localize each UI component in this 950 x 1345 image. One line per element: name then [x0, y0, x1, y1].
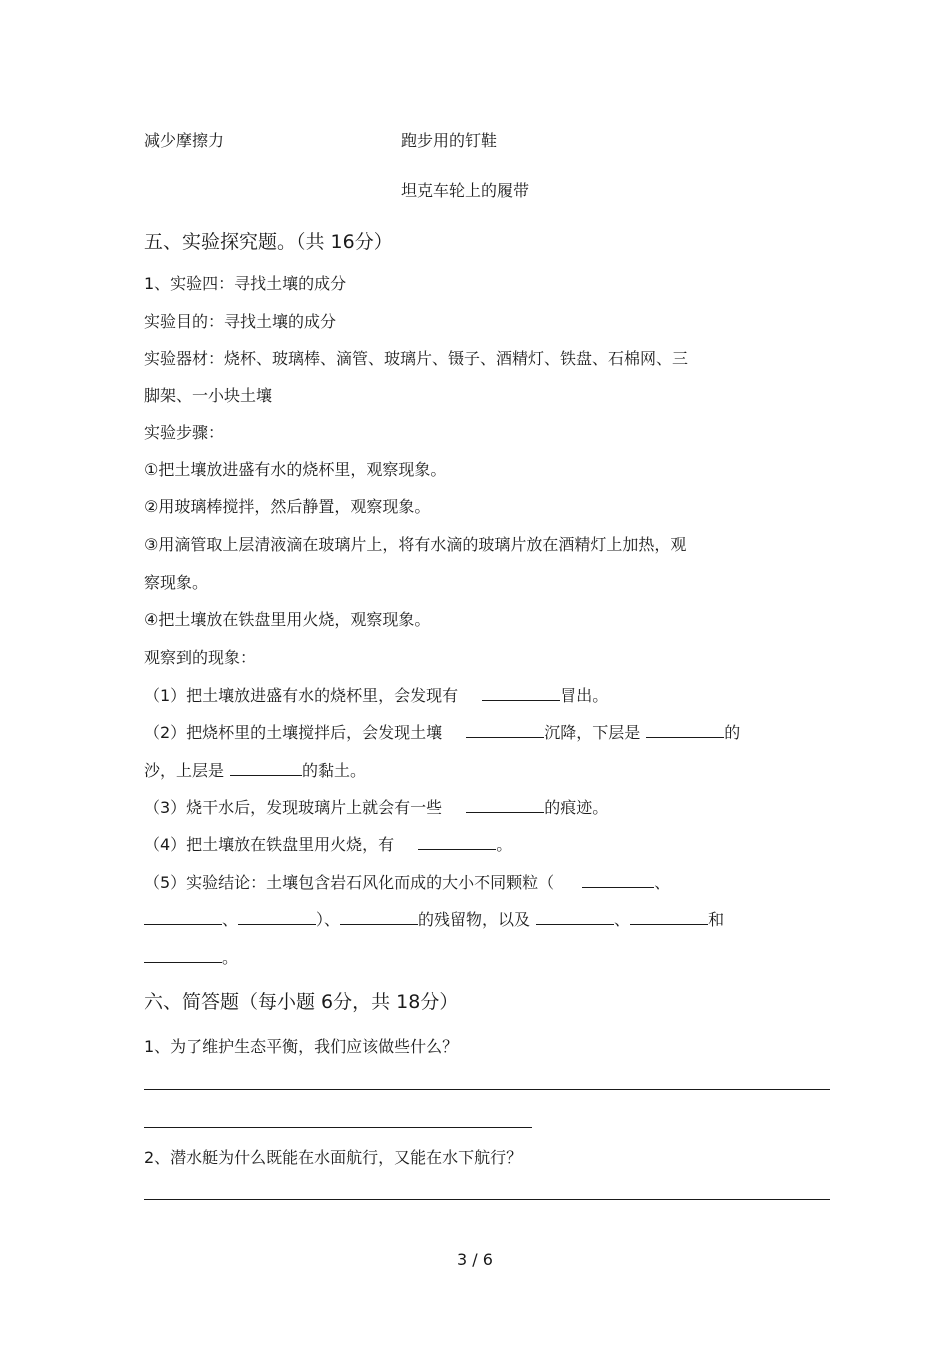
answer-blank[interactable] — [144, 909, 222, 925]
experiment-equipment-line1: 实验器材：烧杯、玻璃棒、滴管、玻璃片、镊子、酒精灯、铁盘、石棉网、三 — [144, 349, 689, 368]
observation-4-text: （4）把土壤放在铁盘里用火烧，有 — [144, 835, 395, 854]
match-right-item-1: 跑步用的钉鞋 — [401, 131, 498, 150]
answer-blank[interactable] — [238, 909, 316, 925]
observation-4-tail: 。 — [496, 835, 513, 854]
experiment-equipment-line2: 脚架、一小块土壤 — [144, 386, 273, 405]
answer-blank[interactable] — [340, 909, 418, 925]
observation-5-sep-2: 、 — [222, 910, 239, 929]
observation-3-tail: 的痕迹。 — [544, 798, 609, 817]
answer-blank[interactable] — [466, 797, 544, 813]
page-number: 3 / 6 — [457, 1250, 493, 1269]
answer-line[interactable] — [144, 1199, 830, 1200]
section6-title: 六、简答题（每小题 6分，共 18分） — [144, 991, 459, 1013]
observation-4 — [144, 834, 512, 856]
observation-2-cont-tail: 的黏土。 — [302, 761, 367, 780]
answer-blank[interactable] — [230, 760, 302, 776]
observation-2-cont — [144, 760, 366, 782]
match-right-item-2: 坦克车轮上的履带 — [401, 181, 530, 200]
observation-5-cont — [144, 909, 724, 931]
answer-blank[interactable] — [418, 834, 496, 850]
observation-5-end — [144, 947, 238, 969]
short-answer-question-2: 2、潜水艇为什么既能在水面航行，又能在水下航行？ — [144, 1148, 523, 1167]
observation-5 — [144, 872, 670, 894]
observation-1 — [144, 685, 608, 707]
observation-5-text: （5）实验结论：土壤包含岩石风化而成的大小不同颗粒（ — [144, 873, 555, 892]
observation-3-text: （3）烧干水后，发现玻璃片上就会有一些 — [144, 798, 443, 817]
observation-5-residue: 的残留物，以及 — [418, 910, 531, 929]
answer-blank[interactable] — [630, 909, 708, 925]
step-3-line2: 察现象。 — [144, 573, 209, 592]
short-answer-question-1: 1、为了维护生态平衡，我们应该做些什么？ — [144, 1037, 459, 1056]
observation-2-cont-text: 沙，上层是 — [144, 761, 225, 780]
step-1: ①把土壤放进盛有水的烧杯里，观察现象。 — [144, 460, 447, 479]
answer-blank[interactable] — [466, 722, 544, 738]
observation-2-mid: 沉降，下层是 — [544, 723, 641, 742]
observation-5-sep-1: 、 — [654, 873, 671, 892]
observation-3 — [144, 797, 608, 819]
section5-title: 五、实验探究题。（共 16分） — [144, 231, 393, 253]
step-3-line1: ③用滴管取上层清液滴在玻璃片上，将有水滴的玻璃片放在酒精灯上加热，观 — [144, 535, 687, 554]
step-2: ②用玻璃棒搅拌，然后静置，观察现象。 — [144, 497, 431, 516]
match-left-item: 减少摩擦力 — [144, 131, 225, 150]
observation-2-tail: 的 — [724, 723, 741, 742]
observation-2-text: （2）把烧杯里的土壤搅拌后，会发现土壤 — [144, 723, 443, 742]
observation-1-text: （1）把土壤放进盛有水的烧杯里，会发现有 — [144, 686, 459, 705]
answer-blank[interactable] — [536, 909, 614, 925]
observation-1-tail: 冒出。 — [560, 686, 609, 705]
observation-5-sep-4: 、 — [614, 910, 631, 929]
steps-label: 实验步骤： — [144, 423, 225, 442]
observation-2 — [144, 722, 740, 744]
observation-5-sep-3: ）、 — [316, 910, 341, 929]
observation-5-and: 和 — [708, 910, 725, 929]
answer-line[interactable] — [144, 1127, 532, 1128]
observed-label: 观察到的现象： — [144, 648, 257, 667]
answer-blank[interactable] — [646, 722, 724, 738]
answer-blank[interactable] — [482, 685, 560, 701]
observation-5-period: 。 — [222, 948, 239, 967]
answer-blank[interactable] — [582, 872, 654, 888]
experiment-purpose: 实验目的：寻找土壤的成分 — [144, 312, 337, 331]
answer-line[interactable] — [144, 1089, 830, 1090]
step-4: ④把土壤放在铁盘里用火烧，观察现象。 — [144, 610, 431, 629]
answer-blank[interactable] — [144, 947, 222, 963]
question-1-title: 1、实验四：寻找土壤的成分 — [144, 274, 347, 293]
